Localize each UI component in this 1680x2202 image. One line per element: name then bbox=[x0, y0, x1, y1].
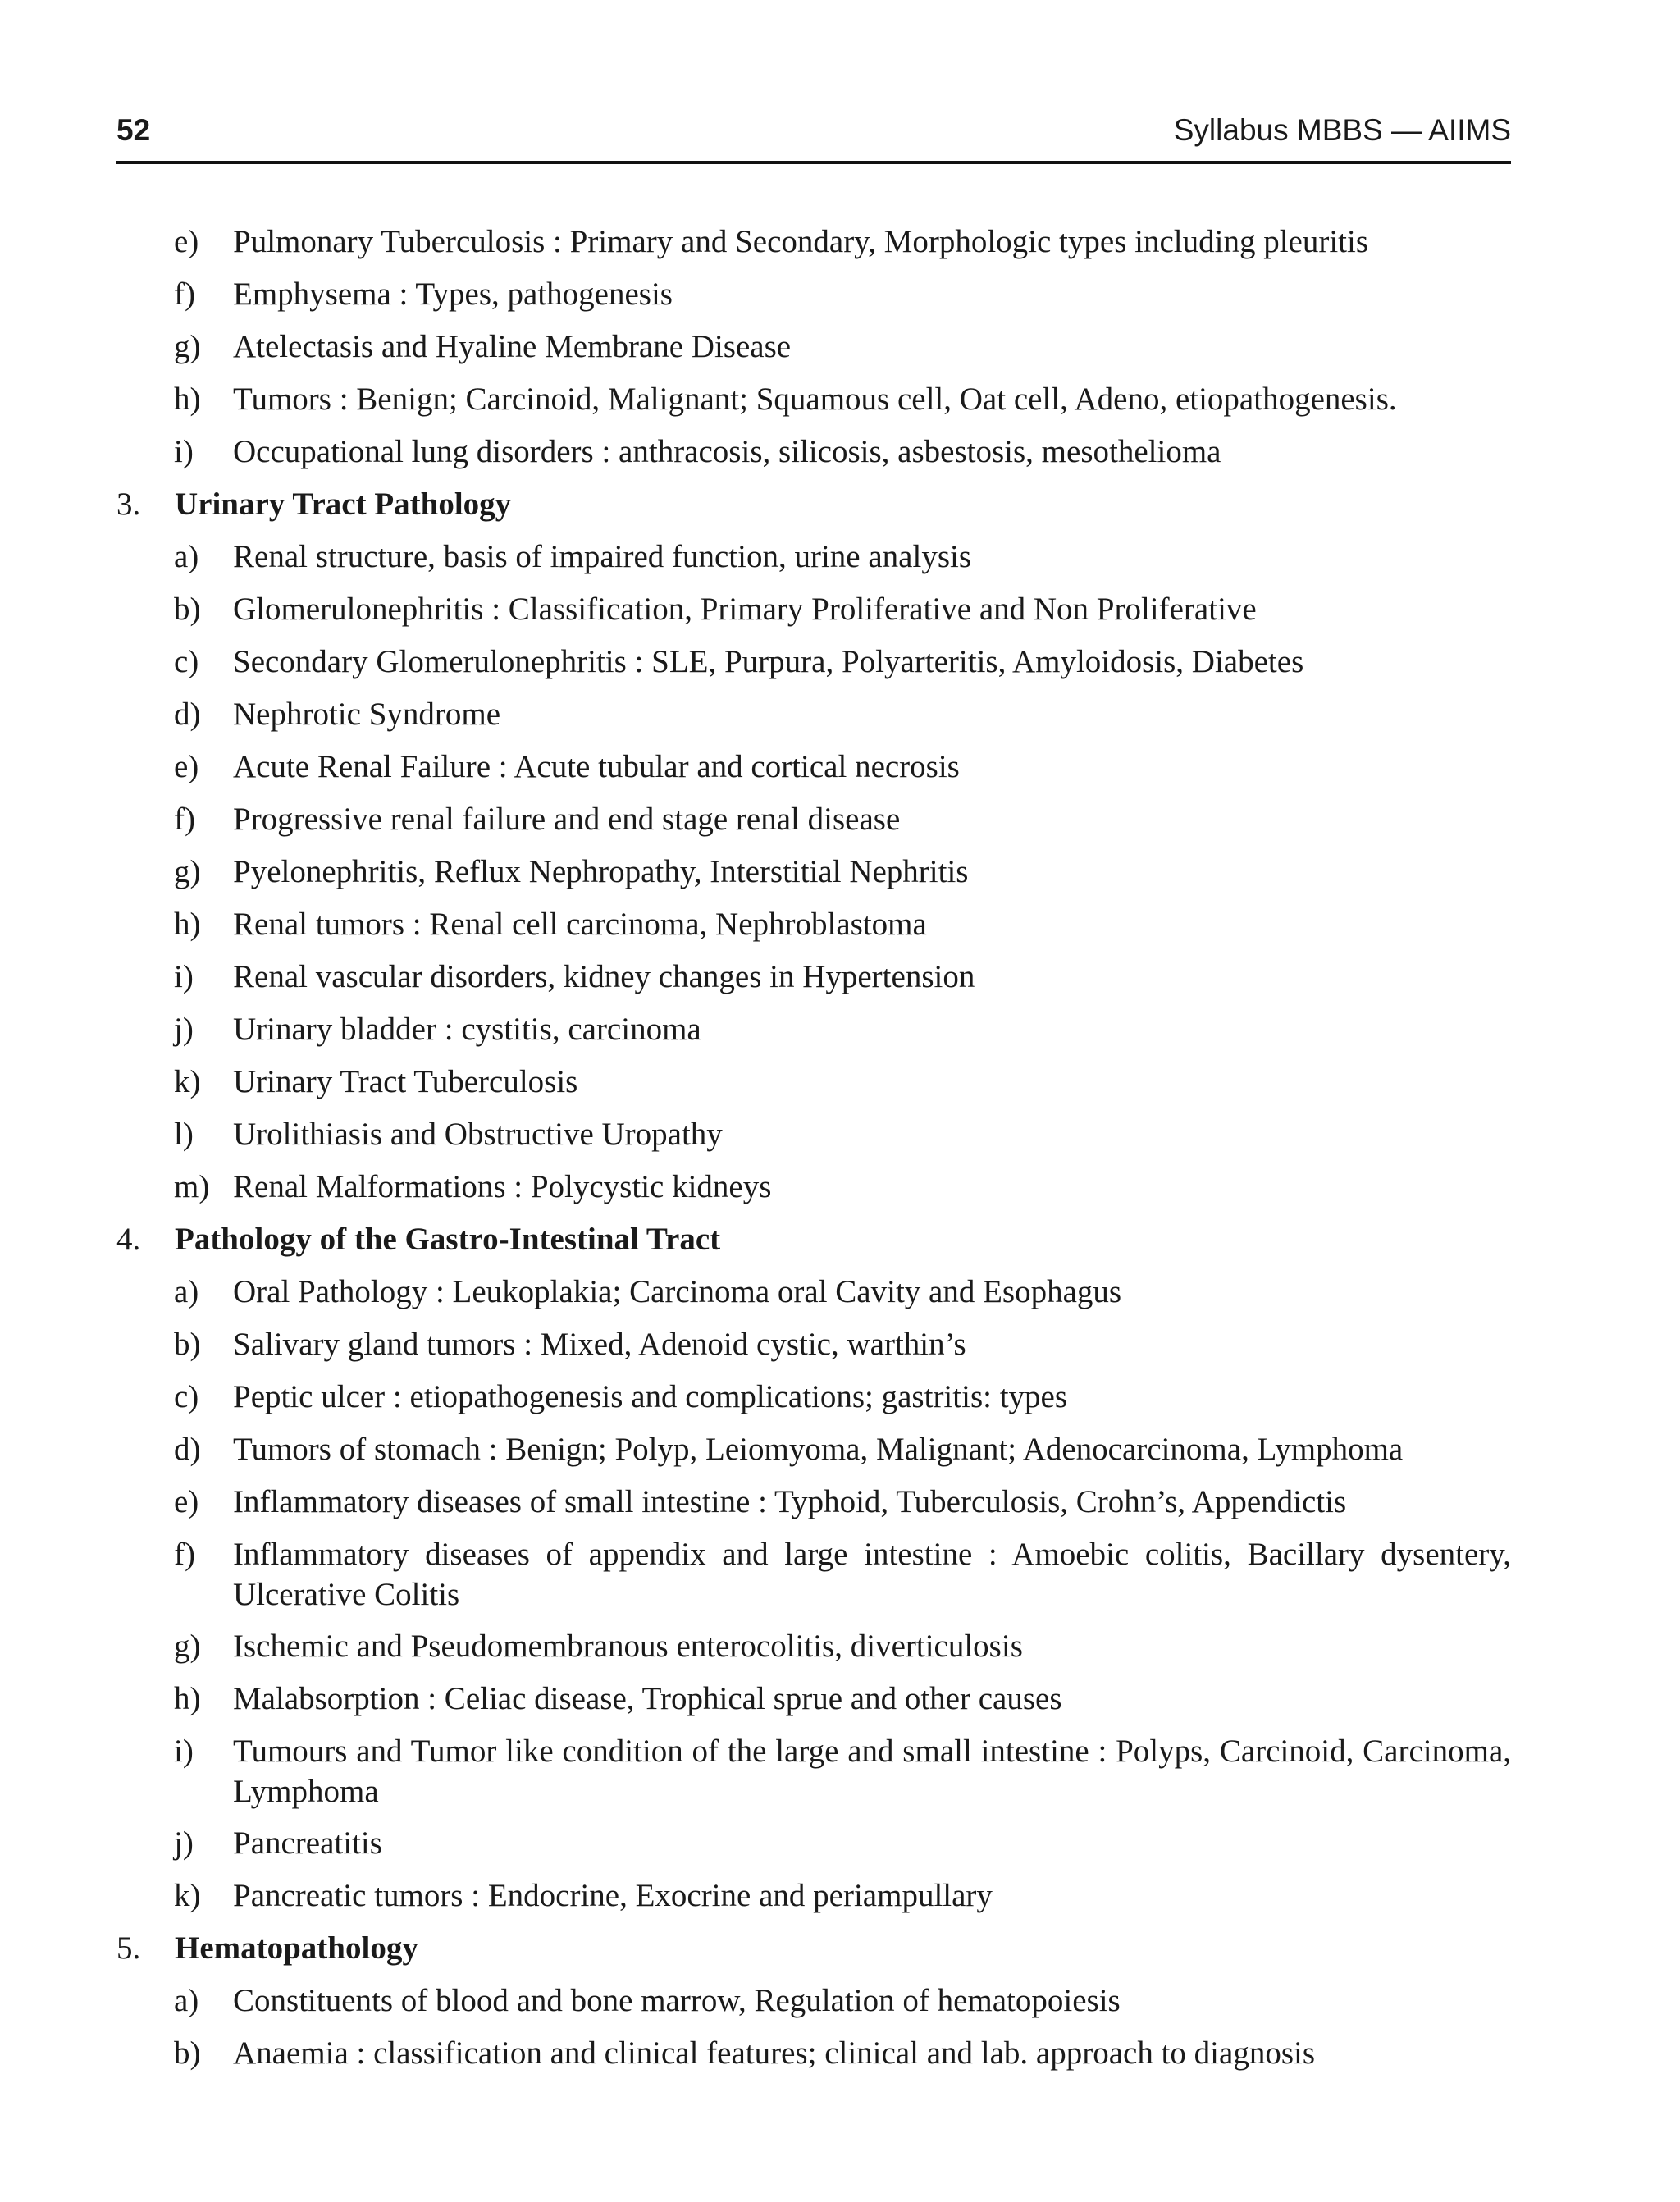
item-text: Malabsorption : Celiac disease, Trophical sprue and other causes bbox=[233, 1681, 1062, 1716]
item-text: Emphysema : Types, pathogenesis bbox=[233, 276, 673, 312]
item-text: Urolithiasis and Obstructive Uropathy bbox=[233, 1117, 723, 1152]
item-text: Tumors : Benign; Carcinoid, Malignant; Squamous cell, Oat cell, Adeno, etiopathogenesis. bbox=[233, 381, 1397, 417]
item-label: c) bbox=[174, 644, 199, 679]
item-text: Constituents of blood and bone marrow, Regulation of hematopoiesis bbox=[233, 1983, 1121, 2018]
syllabus-content bbox=[116, 222, 1511, 2086]
list-item bbox=[116, 1324, 1511, 1365]
item-label: h) bbox=[174, 907, 201, 942]
page-header bbox=[116, 110, 1511, 156]
list-item bbox=[116, 852, 1511, 893]
section-title: Hematopathology bbox=[175, 1930, 418, 1966]
item-label: e) bbox=[174, 749, 199, 784]
item-label: j) bbox=[174, 1825, 194, 1861]
item-text: Pancreatitis bbox=[233, 1825, 382, 1861]
item-text: Acute Renal Failure : Acute tubular and cortical necrosis bbox=[233, 749, 960, 784]
item-label: d) bbox=[174, 697, 201, 732]
item-label: b) bbox=[174, 592, 201, 627]
list-item bbox=[116, 1823, 1511, 1864]
item-text: Nephrotic Syndrome bbox=[233, 697, 501, 732]
list-item bbox=[116, 799, 1511, 840]
list-item bbox=[116, 1009, 1511, 1050]
item-label: a) bbox=[174, 1274, 199, 1309]
item-text: Inflammatory diseases of small intestine : Typhoid, Tuberculosis, Crohn’s, Appendictis bbox=[233, 1484, 1347, 1519]
item-label: h) bbox=[174, 1681, 201, 1716]
item-text: Pyelonephritis, Reflux Nephropathy, Interstitial Nephritis bbox=[233, 854, 969, 889]
section-number: 3. bbox=[116, 487, 141, 522]
list-item bbox=[116, 274, 1511, 315]
item-text: Renal vascular disorders, kidney changes in Hypertension bbox=[233, 959, 975, 994]
list-item bbox=[116, 747, 1511, 788]
item-text: Progressive renal failure and end stage renal disease bbox=[233, 802, 901, 837]
item-text: Glomerulonephritis : Classification, Primary Proliferative and Non Proliferative bbox=[233, 592, 1257, 627]
list-item bbox=[116, 327, 1511, 368]
list-item bbox=[116, 537, 1511, 578]
item-label: g) bbox=[174, 854, 201, 889]
section-number: 5. bbox=[116, 1930, 141, 1966]
list-item bbox=[116, 1534, 1511, 1615]
list-item bbox=[116, 2033, 1511, 2074]
list-item bbox=[116, 1980, 1511, 2022]
item-label: a) bbox=[174, 539, 199, 574]
section-title: Urinary Tract Pathology bbox=[175, 487, 512, 522]
item-text: Urinary Tract Tuberculosis bbox=[233, 1064, 578, 1099]
item-text: Peptic ulcer : etiopathogenesis and complications; gastritis: types bbox=[233, 1379, 1068, 1414]
list-item bbox=[116, 694, 1511, 735]
item-label: a) bbox=[174, 1983, 199, 2018]
list-item bbox=[116, 1272, 1511, 1313]
list-item bbox=[116, 1377, 1511, 1418]
section-title: Pathology of the Gastro-Intestinal Tract bbox=[175, 1222, 721, 1257]
item-text: Tumours and Tumor like condition of the large and small intestine : Polyps, Carcinoid, Carcinoma, Lymphoma bbox=[233, 1734, 1511, 1809]
item-label: l) bbox=[174, 1117, 194, 1152]
item-label: f) bbox=[174, 276, 195, 312]
item-text: Atelectasis and Hyaline Membrane Disease bbox=[233, 329, 792, 364]
item-text: Inflammatory diseases of appendix and large intestine : Amoebic colitis, Bacillary dysentery, Ulcerative Colitis bbox=[233, 1537, 1511, 1612]
list-item bbox=[116, 1167, 1511, 1208]
item-text: Renal tumors : Renal cell carcinoma, Nephroblastoma bbox=[233, 907, 927, 942]
list-item bbox=[116, 379, 1511, 420]
item-text: Occupational lung disorders : anthracosis, silicosis, asbestosis, mesothelioma bbox=[233, 434, 1221, 469]
list-item bbox=[116, 1731, 1511, 1811]
list-item bbox=[116, 589, 1511, 630]
item-label: i) bbox=[174, 434, 194, 469]
section-heading bbox=[116, 1219, 1511, 1260]
item-text: Anaemia : classification and clinical features; clinical and lab. approach to diagnosis bbox=[233, 2035, 1316, 2071]
list-item bbox=[116, 1062, 1511, 1103]
list-item bbox=[116, 1679, 1511, 1720]
item-label: b) bbox=[174, 2035, 201, 2071]
header-rule bbox=[116, 161, 1511, 164]
item-text: Pancreatic tumors : Endocrine, Exocrine and periampullary bbox=[233, 1878, 993, 1913]
list-item bbox=[116, 222, 1511, 263]
item-text: Renal structure, basis of impaired function, urine analysis bbox=[233, 539, 972, 574]
item-text: Salivary gland tumors : Mixed, Adenoid cystic, warthin’s bbox=[233, 1327, 966, 1362]
item-text: Oral Pathology : Leukoplakia; Carcinoma oral Cavity and Esophagus bbox=[233, 1274, 1122, 1309]
item-text: Pulmonary Tuberculosis : Primary and Secondary, Morphologic types including pleuritis bbox=[233, 224, 1369, 259]
list-item bbox=[116, 1114, 1511, 1155]
running-head: Syllabus MBBS — AIIMS bbox=[1173, 113, 1511, 147]
item-label: k) bbox=[174, 1064, 201, 1099]
item-text: Ischemic and Pseudomembranous enterocolitis, diverticulosis bbox=[233, 1629, 1023, 1664]
item-label: c) bbox=[174, 1379, 199, 1414]
item-label: j) bbox=[174, 1012, 194, 1047]
item-label: b) bbox=[174, 1327, 201, 1362]
item-label: d) bbox=[174, 1432, 201, 1467]
list-item bbox=[116, 1429, 1511, 1470]
item-label: f) bbox=[174, 1537, 195, 1572]
section-number: 4. bbox=[116, 1222, 141, 1257]
list-item bbox=[116, 1626, 1511, 1667]
list-item bbox=[116, 957, 1511, 998]
item-label: g) bbox=[174, 1629, 201, 1664]
page-number: 52 bbox=[116, 113, 151, 147]
item-label: g) bbox=[174, 329, 201, 364]
item-text: Renal Malformations : Polycystic kidneys bbox=[233, 1169, 772, 1204]
item-label: m) bbox=[174, 1169, 210, 1204]
item-label: f) bbox=[174, 802, 195, 837]
item-label: k) bbox=[174, 1878, 201, 1913]
list-item bbox=[116, 1875, 1511, 1916]
item-label: i) bbox=[174, 1734, 194, 1769]
item-text: Secondary Glomerulonephritis : SLE, Purpura, Polyarteritis, Amyloidosis, Diabetes bbox=[233, 644, 1304, 679]
list-item bbox=[116, 432, 1511, 473]
section-heading bbox=[116, 484, 1511, 525]
item-label: i) bbox=[174, 959, 194, 994]
section-heading bbox=[116, 1928, 1511, 1969]
list-item bbox=[116, 1482, 1511, 1523]
item-label: e) bbox=[174, 224, 199, 259]
item-label: h) bbox=[174, 381, 201, 417]
item-text: Urinary bladder : cystitis, carcinoma bbox=[233, 1012, 701, 1047]
item-text: Tumors of stomach : Benign; Polyp, Leiomyoma, Malignant; Adenocarcinoma, Lymphoma bbox=[233, 1432, 1404, 1467]
item-label: e) bbox=[174, 1484, 199, 1519]
list-item bbox=[116, 642, 1511, 683]
list-item bbox=[116, 904, 1511, 945]
